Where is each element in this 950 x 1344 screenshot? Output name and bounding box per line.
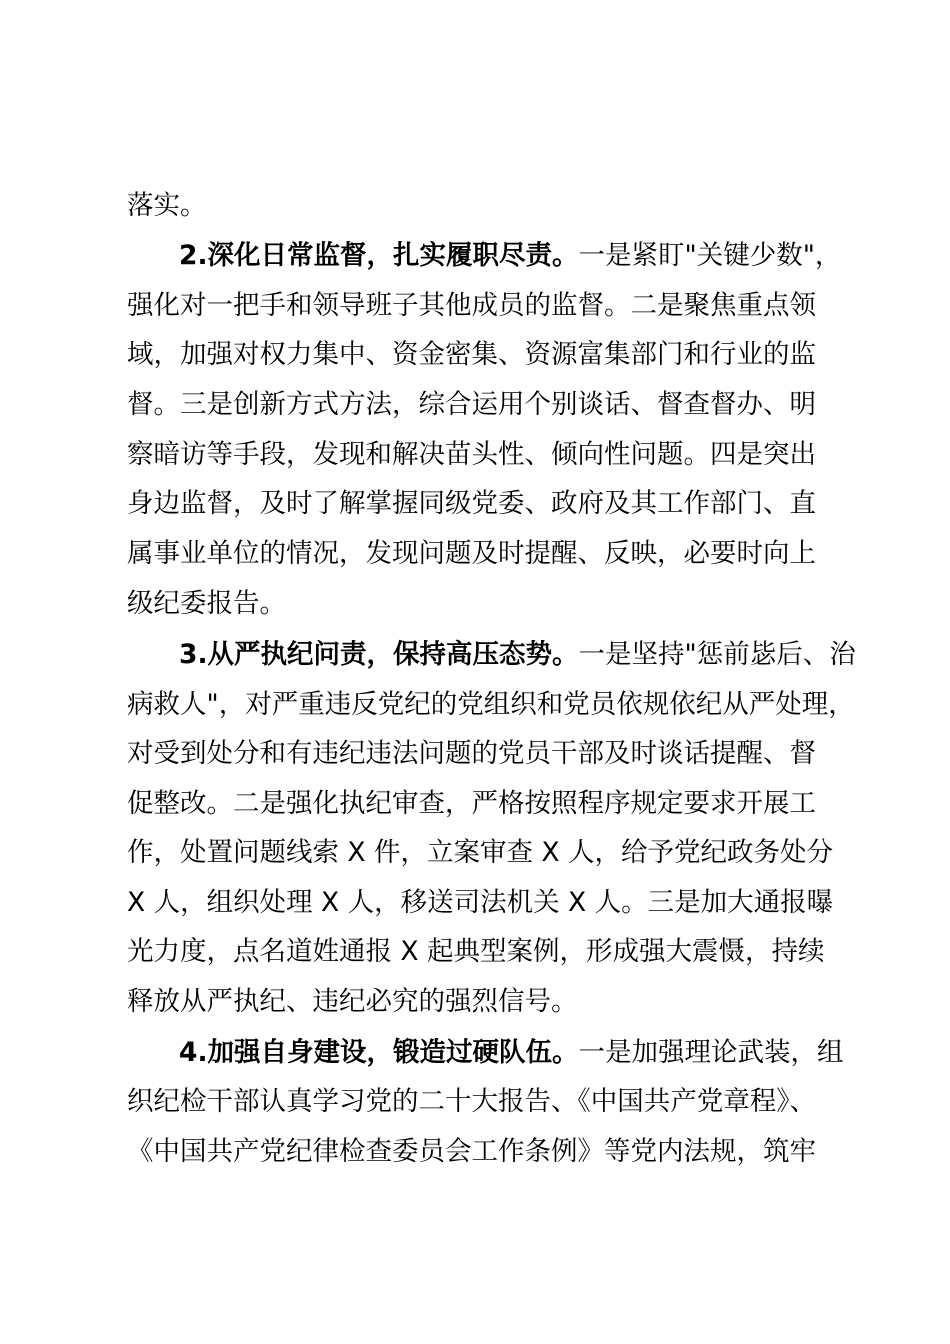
body-text: 一是紧盯"关键少数"， <box>578 240 842 271</box>
paragraph-line <box>127 883 867 923</box>
paragraph-line <box>127 734 867 774</box>
paragraph-line <box>179 1033 867 1073</box>
body-text: X 人，组织处理 X 人，移送司法机关 X 人。三是加大通报曝 <box>127 887 834 918</box>
paragraph-line <box>127 685 867 725</box>
body-text: 一是加强理论武装，组 <box>578 1037 844 1068</box>
body-text: 级纪委报告。 <box>127 588 286 619</box>
section-heading: 3.从严执纪问责，保持高压态势。 <box>179 639 579 670</box>
body-text: 光力度，点名道姓通报 X 起典型案例，形成强大震慑，持续 <box>127 936 825 967</box>
paragraph-line <box>127 1082 867 1122</box>
section-heading: 2.深化日常监督，扎实履职尽责。 <box>179 240 579 271</box>
body-text: 属事业单位的情况，发现问题及时提醒、反映，必要时向上 <box>127 538 816 569</box>
paragraph-line <box>127 435 867 475</box>
body-text: 落实。 <box>127 190 207 221</box>
body-text: 域，加强对权力集中、资金密集、资源富集部门和行业的监 <box>127 339 816 370</box>
paragraph-line <box>127 186 867 226</box>
paragraph-line <box>127 534 867 574</box>
paragraph-line <box>127 833 867 873</box>
body-text: 病救人"，对严重违反党纪的党组织和党员依规依纪从严处理， <box>127 689 855 720</box>
paragraph-line <box>127 932 867 972</box>
paragraph-line <box>179 236 867 276</box>
body-text: 身边监督，及时了解掌握同级党委、政府及其工作部门、直 <box>127 488 816 519</box>
paragraph-line <box>179 635 867 675</box>
body-text: 《中国共产党纪律检查委员会工作条例》等党内法规，筑牢 <box>127 1136 816 1167</box>
paragraph-line <box>127 784 867 824</box>
body-text: 督。三是创新方式方法，综合运用个别谈话、督查督办、明 <box>127 389 816 420</box>
body-text: 察暗访等手段，发现和解决苗头性、倾向性问题。四是突出 <box>127 439 816 470</box>
body-text: 释放从严执纪、违纪必究的强烈信号。 <box>127 986 578 1017</box>
paragraph-line <box>127 335 867 375</box>
body-text: 织纪检干部认真学习党的二十大报告、《中国共产党章程》、 <box>127 1086 816 1117</box>
body-text: 强化对一把手和领导班子其他成员的监督。二是聚焦重点领 <box>127 290 816 321</box>
body-text: 作，处置问题线索 X 件，立案审查 X 人，给予党纪政务处分 <box>127 837 834 868</box>
paragraph-line <box>127 1132 867 1172</box>
body-text: 促整改。二是强化执纪审查，严格按照程序规定要求开展工 <box>127 788 816 819</box>
paragraph-line <box>127 286 867 326</box>
paragraph-line <box>127 584 867 624</box>
paragraph-line <box>127 484 867 524</box>
body-text: 一是坚持"惩前毖后、治 <box>578 639 856 670</box>
body-text: 对受到处分和有违纪违法问题的党员干部及时谈话提醒、督 <box>127 738 816 769</box>
section-heading: 4.加强自身建设，锻造过硬队伍。 <box>179 1037 579 1068</box>
paragraph-line <box>127 982 867 1022</box>
paragraph-line <box>127 385 867 425</box>
